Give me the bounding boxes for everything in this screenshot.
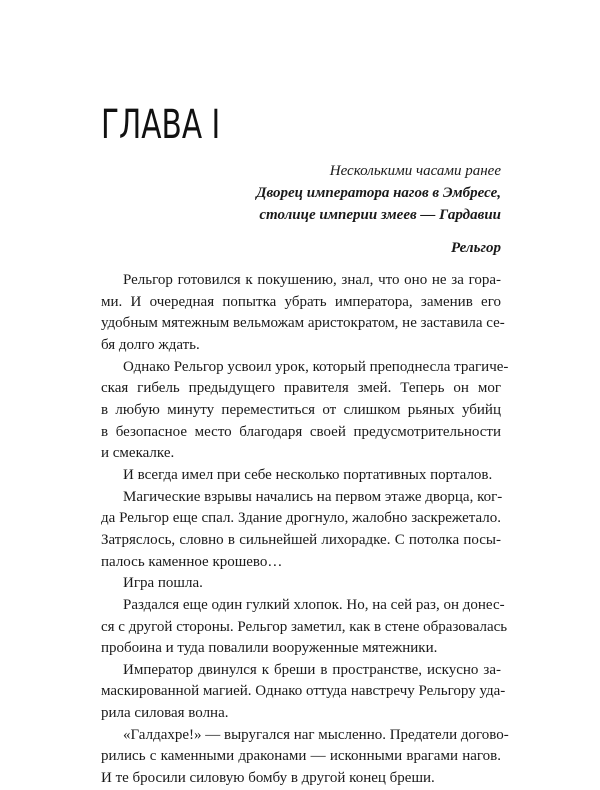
epigraph-time: Несколькими часами ранее bbox=[329, 163, 501, 179]
body-line: бя долго ждать. bbox=[101, 336, 200, 353]
body-line: Магические взрывы начались на первом этаже дворца, ког- bbox=[123, 488, 503, 505]
body-line: пробоина и туда повалили вооруженные мятежники. bbox=[101, 640, 438, 657]
chapter-body bbox=[101, 270, 509, 790]
epigraph-place-line-1: Дворец императора нагов в Эмбресе, bbox=[256, 185, 501, 201]
body-line: Император двинулся к бреши в пространстве, искусно за- bbox=[123, 661, 501, 678]
body-line: и смекалке. bbox=[101, 445, 175, 462]
body-line: ская гибель предыдущего правителя змей. Теперь он мог bbox=[101, 380, 501, 397]
epigraph bbox=[101, 160, 501, 226]
body-line: в безопасное место благодаря своей предусмотрительности bbox=[101, 423, 501, 440]
body-line: Затряслось, словно в сильнейшей лихорадке. С потолка посы- bbox=[101, 531, 501, 548]
body-line: Раздался еще один гулкий хлопок. Но, на сей раз, он донес- bbox=[123, 596, 505, 613]
body-line: в любую минуту переместиться от слишком рьяных убийц bbox=[101, 401, 501, 418]
body-line: И те бросили силовую бомбу в другой конец бреши. bbox=[101, 770, 435, 787]
body-line: да Рельгор еще спал. Здание дрогнуло, жалобно заскрежетало. bbox=[101, 510, 501, 527]
body-line: ся с другой стороны. Рельгор заметил, как в стене образовалась bbox=[101, 618, 508, 635]
body-line: ми. И очередная попытка убрать императора, заменив его bbox=[101, 293, 501, 310]
body-line: рились с каменными драконами — исконными врагами нагов. bbox=[101, 748, 501, 765]
body-line: Рельгор готовился к покушению, знал, что оно не за гора- bbox=[123, 272, 501, 288]
body-line: маскированной магией. Однако оттуда навстречу Рельгору уда- bbox=[101, 683, 506, 700]
body-line: удобным мятежным вельможам аристократом, не заставила се- bbox=[101, 315, 505, 332]
body-line: Однако Рельгор усвоил урок, который преподнесла трагиче- bbox=[123, 358, 509, 375]
body-line: Игра пошла. bbox=[123, 575, 203, 592]
body-line: И всегда имел при себе несколько портативных порталов. bbox=[123, 466, 493, 483]
chapter-title: ГЛАВА I bbox=[101, 102, 221, 148]
body-line: рила силовая волна. bbox=[101, 705, 229, 722]
epigraph-place-line-2: столице империи змеев — Гардавии bbox=[259, 207, 501, 223]
pov-character: Рельгор bbox=[451, 240, 501, 256]
body-line: «Галдахре!» — выругался наг мысленно. Предатели догово- bbox=[123, 726, 509, 743]
body-line: палось каменное крошево… bbox=[101, 553, 283, 570]
